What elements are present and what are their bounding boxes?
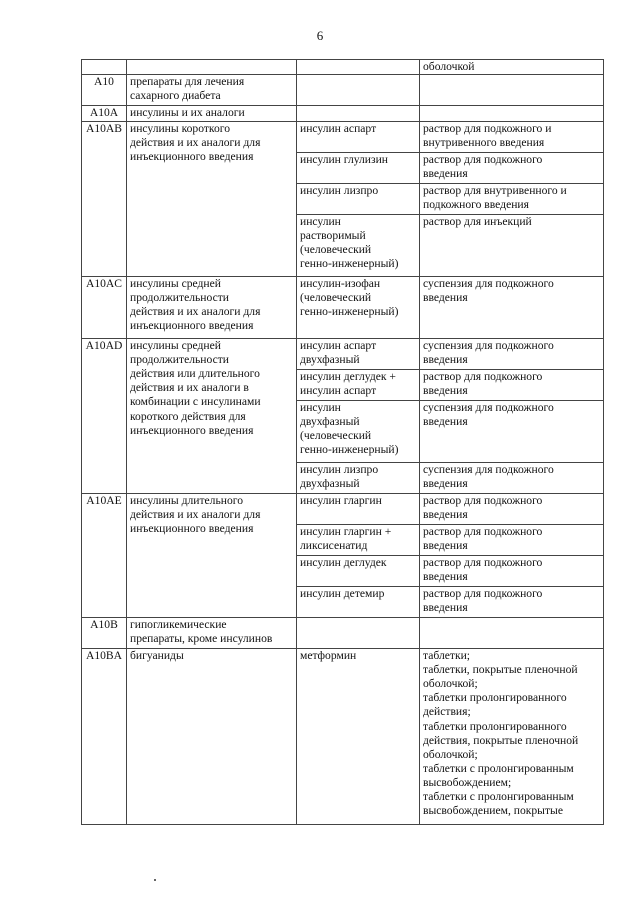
- cell-line: растворимый: [300, 229, 366, 243]
- dosage-form-cell: [420, 556, 604, 587]
- cell-line: инсулины средней: [130, 339, 221, 353]
- dosage-form-cell: [420, 75, 604, 106]
- cell-line: инсулин гларгин: [300, 494, 382, 508]
- cell-line: инъекционного введения: [130, 150, 254, 164]
- cell-line: двухфазный: [300, 477, 360, 491]
- atc-code-cell: [82, 75, 127, 106]
- table-row: [82, 494, 604, 525]
- cell-line: препараты для лечения: [130, 75, 245, 89]
- atc-code-cell: [82, 339, 127, 494]
- cell-line: раствор для инъекций: [423, 215, 532, 229]
- cell-line: генно-инженерный): [300, 257, 399, 271]
- dosage-form-cell: [420, 60, 604, 75]
- group-name-cell: [127, 339, 297, 494]
- cell-line: гипогликемические: [130, 618, 227, 632]
- cell-line: продолжительности: [130, 291, 229, 305]
- cell-line: действия или длительного: [130, 367, 260, 381]
- cell-line: инсулин-изофан: [300, 277, 381, 291]
- cell-line: таблетки пролонгированного: [423, 719, 567, 733]
- cell-line: инсулин деглудек +: [300, 370, 396, 384]
- cell-line: введения: [423, 539, 468, 553]
- cell-line: высвобождением, покрытые: [423, 804, 563, 818]
- cell-line: инсулин аспарт: [300, 339, 377, 353]
- cell-line: внутривенного введения: [423, 136, 545, 150]
- table-row: [82, 60, 604, 75]
- drug-name-cell: [297, 106, 420, 122]
- cell-line: раствор для подкожного: [423, 556, 543, 570]
- cell-line: действия и их аналоги для: [130, 136, 261, 150]
- dosage-form-cell: [420, 370, 604, 401]
- dosage-form-cell: [420, 122, 604, 153]
- atc-code-cell: [82, 277, 127, 339]
- cell-line: ликсисенатид: [300, 539, 368, 553]
- dosage-form-cell: [420, 153, 604, 184]
- dosage-form-cell: [420, 494, 604, 525]
- cell-line: A10A: [89, 106, 119, 120]
- drug-name-cell: [297, 277, 420, 339]
- cell-line: суспензия для подкожного: [423, 401, 554, 415]
- footer-dot: [154, 879, 156, 881]
- cell-line: генно-инженерный): [300, 305, 399, 319]
- dosage-form-cell: [420, 618, 604, 649]
- drug-name-cell: [297, 556, 420, 587]
- dosage-form-cell: [420, 463, 604, 494]
- cell-line: инсулины короткого: [130, 122, 231, 136]
- dosage-form-cell: [420, 401, 604, 463]
- cell-line: продолжительности: [130, 353, 229, 367]
- group-name-cell: [127, 618, 297, 649]
- cell-line: инсулин аспарт: [300, 384, 377, 398]
- cell-line: A10AB: [85, 122, 123, 136]
- cell-line: раствор для подкожного: [423, 370, 543, 384]
- drug-name-cell: [297, 370, 420, 401]
- cell-line: инсулины средней: [130, 277, 221, 291]
- table-body: [82, 60, 604, 825]
- table-row: [82, 649, 604, 825]
- cell-line: действия и их аналоги для: [130, 305, 261, 319]
- drug-name-cell: [297, 184, 420, 215]
- cell-line: введения: [423, 167, 468, 181]
- cell-line: (человеческий: [300, 429, 372, 443]
- cell-line: инсулин лизпро: [300, 463, 379, 477]
- cell-line: введения: [423, 384, 468, 398]
- drug-name-cell: [297, 618, 420, 649]
- dosage-form-cell: [420, 215, 604, 277]
- drug-name-cell: [297, 649, 420, 825]
- cell-line: инсулин детемир: [300, 587, 385, 601]
- cell-line: инсулин лизпро: [300, 184, 379, 198]
- cell-line: инъекционного введения: [130, 319, 254, 333]
- drug-name-cell: [297, 494, 420, 525]
- cell-line: короткого действия для: [130, 409, 246, 423]
- atc-code-cell: [82, 649, 127, 825]
- cell-line: высвобождением;: [423, 775, 512, 789]
- cell-line: инсулины длительного: [130, 494, 244, 508]
- cell-line: оболочкой;: [423, 747, 478, 761]
- table-row: [82, 106, 604, 122]
- cell-line: введения: [423, 415, 468, 429]
- table-row: [82, 339, 604, 370]
- cell-line: суспензия для подкожного: [423, 339, 554, 353]
- cell-line: введения: [423, 353, 468, 367]
- group-name-cell: [127, 649, 297, 825]
- cell-line: введения: [423, 570, 468, 584]
- cell-line: A10: [94, 75, 114, 89]
- cell-line: A10B: [90, 618, 118, 632]
- cell-line: действия и их аналоги в: [130, 381, 249, 395]
- cell-line: сахарного диабета: [130, 89, 221, 103]
- dosage-form-cell: [420, 277, 604, 339]
- group-name-cell: [127, 277, 297, 339]
- cell-line: действия и их аналоги для: [130, 508, 261, 522]
- dosage-form-cell: [420, 649, 604, 825]
- table-row: [82, 75, 604, 106]
- cell-line: инсулин гларгин +: [300, 525, 392, 539]
- cell-line: метформин: [300, 649, 357, 663]
- cell-line: действия, покрытые пленочной: [423, 733, 579, 747]
- cell-line: (человеческий: [300, 243, 372, 257]
- cell-line: бигуаниды: [130, 649, 184, 663]
- cell-line: A10AE: [86, 494, 122, 508]
- cell-line: таблетки;: [423, 649, 471, 663]
- drug-name-cell: [297, 401, 420, 463]
- table-row: [82, 618, 604, 649]
- drug-name-cell: [297, 525, 420, 556]
- table-row: [82, 122, 604, 153]
- cell-line: двухфазный: [300, 415, 360, 429]
- cell-line: двухфазный: [300, 353, 360, 367]
- cell-line: введения: [423, 508, 468, 522]
- dosage-form-cell: [420, 339, 604, 370]
- cell-line: раствор для внутривенного и: [423, 184, 567, 198]
- cell-line: раствор для подкожного: [423, 525, 543, 539]
- group-name-cell: [127, 122, 297, 277]
- cell-line: инсулин: [300, 401, 341, 415]
- cell-line: введения: [423, 477, 468, 491]
- cell-line: инъекционного введения: [130, 522, 254, 536]
- dosage-form-cell: [420, 184, 604, 215]
- cell-line: подкожного введения: [423, 198, 529, 212]
- cell-line: таблетки пролонгированного: [423, 691, 567, 705]
- atc-code-cell: [82, 60, 127, 75]
- drug-name-cell: [297, 463, 420, 494]
- atc-code-cell: [82, 106, 127, 122]
- drug-name-cell: [297, 60, 420, 75]
- group-name-cell: [127, 106, 297, 122]
- cell-line: A10AC: [85, 277, 123, 291]
- cell-line: оболочкой;: [423, 677, 478, 691]
- drug-name-cell: [297, 339, 420, 370]
- table-row: [82, 277, 604, 339]
- drug-table: [81, 59, 604, 825]
- cell-line: (человеческий: [300, 291, 372, 305]
- cell-line: инсулин аспарт: [300, 122, 377, 136]
- cell-line: инсулин глулизин: [300, 153, 388, 167]
- dosage-form-cell: [420, 525, 604, 556]
- cell-line: таблетки с пролонгированным: [423, 761, 574, 775]
- cell-line: инъекционного введения: [130, 423, 254, 437]
- cell-line: инсулин деглудек: [300, 556, 387, 570]
- cell-line: A10BA: [85, 649, 123, 663]
- cell-line: таблетки с пролонгированным: [423, 790, 574, 804]
- cell-line: оболочкой: [423, 60, 475, 73]
- cell-line: раствор для подкожного: [423, 587, 543, 601]
- dosage-form-cell: [420, 106, 604, 122]
- drug-name-cell: [297, 75, 420, 106]
- cell-line: раствор для подкожного: [423, 153, 543, 167]
- cell-line: A10AD: [85, 339, 123, 353]
- cell-line: суспензия для подкожного: [423, 277, 554, 291]
- drug-name-cell: [297, 153, 420, 184]
- page-number: 6: [316, 28, 324, 43]
- atc-code-cell: [82, 618, 127, 649]
- group-name-cell: [127, 494, 297, 618]
- cell-line: препараты, кроме инсулинов: [130, 632, 273, 646]
- cell-line: действия;: [423, 705, 471, 719]
- cell-line: генно-инженерный): [300, 443, 399, 457]
- cell-line: комбинации с инсулинами: [130, 395, 261, 409]
- cell-line: инсулины и их аналоги: [130, 106, 245, 120]
- cell-line: введения: [423, 291, 468, 305]
- atc-code-cell: [82, 494, 127, 618]
- drug-name-cell: [297, 587, 420, 618]
- cell-line: раствор для подкожного: [423, 494, 543, 508]
- cell-line: суспензия для подкожного: [423, 463, 554, 477]
- group-name-cell: [127, 60, 297, 75]
- drug-name-cell: [297, 215, 420, 277]
- drug-name-cell: [297, 122, 420, 153]
- group-name-cell: [127, 75, 297, 106]
- cell-line: введения: [423, 601, 468, 615]
- cell-line: раствор для подкожного и: [423, 122, 552, 136]
- atc-code-cell: [82, 122, 127, 277]
- cell-line: инсулин: [300, 215, 341, 229]
- dosage-form-cell: [420, 587, 604, 618]
- cell-line: таблетки, покрытые пленочной: [423, 663, 578, 677]
